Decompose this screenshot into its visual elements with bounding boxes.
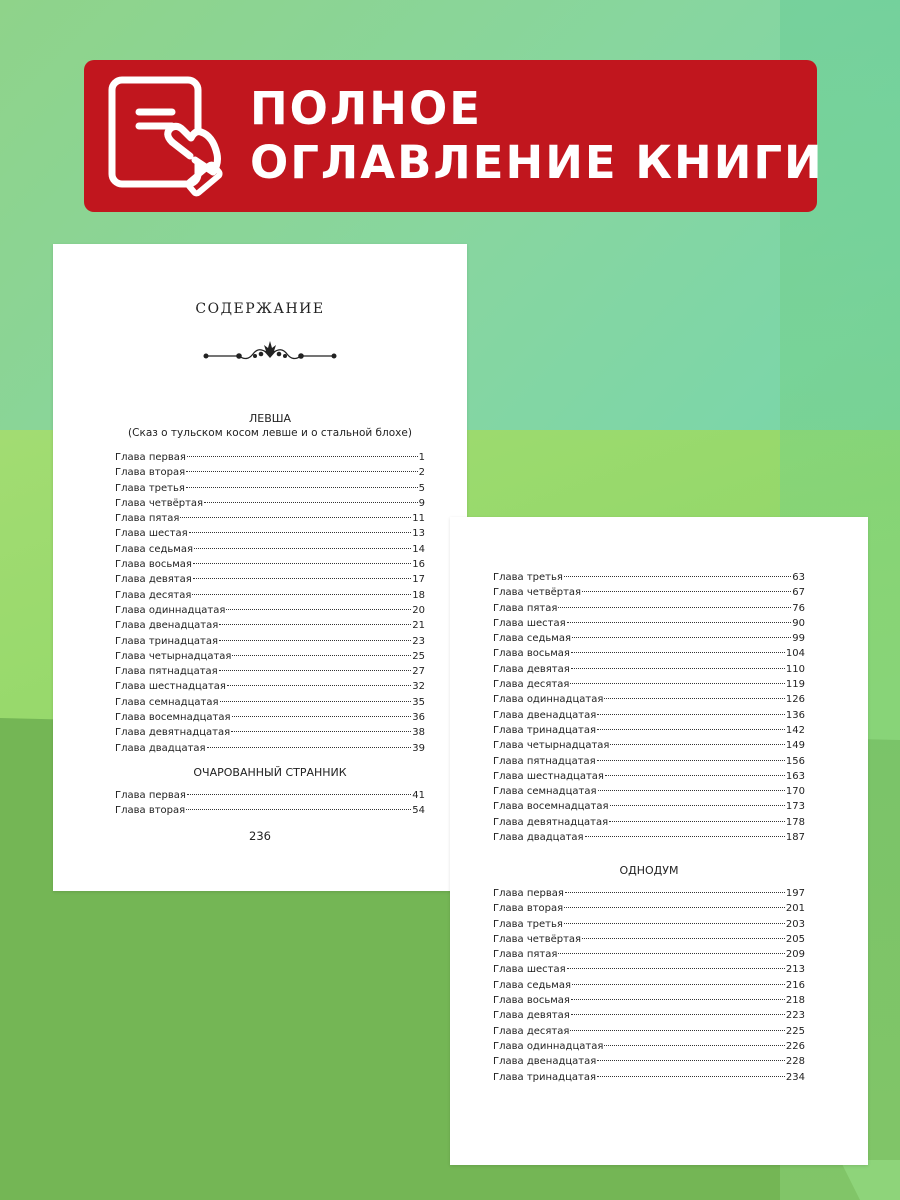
toc-entry[interactable]: Глава девятнадцатая 38: [115, 727, 425, 739]
toc-entry[interactable]: Глава одиннадцатая 20: [115, 604, 425, 616]
dot-leader: [219, 640, 411, 641]
dot-leader: [605, 775, 785, 776]
flourish-ornament-icon: [203, 340, 337, 366]
toc-entry[interactable]: Глава тринадцатая 234: [493, 1071, 805, 1083]
dot-leader: [187, 456, 418, 457]
dot-leader: [227, 685, 411, 686]
toc-entry[interactable]: Глава шестая 13: [115, 528, 425, 540]
dot-leader: [558, 953, 785, 954]
dot-leader: [564, 907, 785, 908]
section-subtitle: (Сказ о тульском косом левше и о стальной блохе): [128, 427, 412, 439]
dot-leader: [572, 984, 785, 985]
toc-entry[interactable]: Глава четвёртая 9: [115, 497, 425, 509]
toc-entry[interactable]: Глава девятая 17: [115, 574, 425, 586]
toc-entry[interactable]: Глава двенадцатая 21: [115, 620, 425, 632]
toc-entry[interactable]: Глава вторая 54: [115, 805, 425, 817]
toc-entry[interactable]: Глава седьмая 99: [493, 633, 805, 645]
toc-entry[interactable]: Глава девятая 223: [493, 1010, 805, 1022]
dot-leader: [192, 594, 411, 595]
dot-leader: [609, 821, 785, 822]
banner-title-line1: ПОЛНОЕ: [250, 82, 482, 135]
dot-leader: [571, 999, 785, 1000]
toc-entry[interactable]: Глава восьмая 16: [115, 559, 425, 571]
dot-leader: [193, 578, 412, 579]
toc-entry[interactable]: Глава первая 197: [493, 888, 805, 899]
toc-entry[interactable]: Глава восьмая 218: [493, 995, 805, 1007]
section-title: ЛЕВША: [248, 412, 292, 425]
toc-entry[interactable]: Глава шестая 90: [493, 617, 805, 629]
toc-entry[interactable]: Глава вторая 201: [493, 903, 805, 915]
dot-leader: [570, 1030, 785, 1031]
dot-leader: [604, 698, 785, 699]
dot-leader: [582, 591, 791, 592]
dot-leader: [598, 790, 785, 791]
toc-entry[interactable]: Глава двадцатая 187: [493, 832, 805, 844]
toc-list: [493, 886, 805, 1085]
toc-entry[interactable]: Глава восьмая 104: [493, 648, 805, 660]
section-title: ОДНОДУМ: [619, 864, 679, 877]
toc-heading: СОДЕРЖАНИЕ: [195, 301, 325, 317]
toc-list: [493, 570, 805, 845]
dot-leader: [565, 892, 785, 893]
dot-leader: [207, 747, 412, 748]
dot-leader: [180, 517, 411, 518]
dot-leader: [597, 1060, 785, 1061]
toc-entry[interactable]: Глава семнадцатая 35: [115, 696, 425, 708]
toc-entry[interactable]: Глава двенадцатая 228: [493, 1056, 805, 1068]
toc-entry[interactable]: Глава третья 203: [493, 918, 805, 930]
toc-entry[interactable]: Глава восемнадцатая 173: [493, 801, 805, 813]
title-banner: [84, 60, 824, 212]
dot-leader: [604, 1045, 785, 1046]
toc-page-right: [450, 517, 868, 1165]
dot-leader: [610, 744, 784, 745]
toc-entry[interactable]: Глава семнадцатая 170: [493, 786, 805, 798]
toc-page-left: [53, 244, 467, 891]
dot-leader: [571, 1014, 785, 1015]
banner-title-line2: ОГЛАВЛЕНИЕ КНИГИ: [250, 136, 824, 189]
dot-leader: [597, 1076, 785, 1077]
dot-leader: [219, 624, 411, 625]
dot-leader: [231, 731, 411, 732]
section-title: ОЧАРОВАННЫЙ СТРАННИК: [193, 766, 347, 779]
dot-leader: [572, 637, 791, 638]
toc-entry[interactable]: Глава четырнадцатая 25: [115, 650, 425, 662]
dot-leader: [220, 701, 412, 702]
banner-title: [250, 82, 824, 190]
dot-leader: [571, 668, 785, 669]
toc-entry[interactable]: Глава двадцатая 39: [115, 742, 425, 754]
toc-entry[interactable]: Глава десятая 119: [493, 679, 805, 691]
toc-entry[interactable]: Глава четвёртая 205: [493, 933, 805, 945]
toc-entry[interactable]: Глава седьмая 216: [493, 979, 805, 991]
page-number: 236: [249, 829, 271, 843]
dot-leader: [189, 532, 412, 533]
dot-leader: [597, 760, 785, 761]
toc-entry[interactable]: Глава третья 5: [115, 482, 425, 494]
toc-entry[interactable]: Глава шестнадцатая 32: [115, 681, 425, 693]
dot-leader: [187, 794, 411, 795]
document-in-hand-icon: [102, 74, 227, 199]
toc-entry[interactable]: Глава четвёртая 67: [493, 587, 805, 599]
dot-leader: [219, 670, 412, 671]
dot-leader: [558, 607, 791, 608]
toc-entry[interactable]: Глава девятая 110: [493, 663, 805, 675]
dot-leader: [186, 487, 418, 488]
toc-entry[interactable]: Глава одиннадцатая 226: [493, 1040, 805, 1052]
dot-leader: [570, 683, 785, 684]
toc-entry[interactable]: Глава десятая 18: [115, 589, 425, 601]
toc-entry[interactable]: Глава пятая 76: [493, 602, 805, 614]
dot-leader: [571, 652, 785, 653]
toc-entry[interactable]: Глава двенадцатая 136: [493, 709, 805, 721]
section-levsha: [115, 412, 425, 756]
dot-leader: [186, 809, 411, 810]
dot-leader: [597, 714, 785, 715]
toc-entry[interactable]: Глава пятая 11: [115, 513, 425, 525]
toc-entry[interactable]: Глава пятнадцатая 156: [493, 755, 805, 767]
section-odnodum: [493, 864, 805, 1085]
toc-list: [115, 788, 425, 819]
toc-entry[interactable]: Глава четырнадцатая 149: [493, 740, 805, 752]
dot-leader: [610, 805, 785, 806]
section-ocharovannyi-strannik: [115, 766, 425, 819]
toc-entry[interactable]: Глава пятая 209: [493, 949, 805, 961]
toc-entry[interactable]: Глава девятнадцатая 178: [493, 816, 805, 828]
toc-entry[interactable]: Глава пятнадцатая 27: [115, 666, 425, 678]
toc-entry[interactable]: Глава тринадцатая 23: [115, 635, 425, 647]
dot-leader: [567, 968, 785, 969]
toc-entry[interactable]: Глава десятая 225: [493, 1025, 805, 1037]
dot-leader: [597, 729, 785, 730]
dot-leader: [194, 548, 411, 549]
dot-leader: [582, 938, 785, 939]
toc-entry[interactable]: Глава первая 41: [115, 790, 425, 801]
toc-entry[interactable]: Глава первая 1: [115, 452, 425, 463]
dot-leader: [204, 502, 418, 503]
dot-leader: [564, 576, 791, 577]
dot-leader: [186, 471, 417, 472]
dot-leader: [232, 716, 412, 717]
toc-entry[interactable]: Глава одиннадцатая 126: [493, 694, 805, 706]
toc-entry[interactable]: Глава седьмая 14: [115, 543, 425, 555]
dot-leader: [564, 923, 785, 924]
toc-entry[interactable]: Глава тринадцатая 142: [493, 724, 805, 736]
toc-entry[interactable]: Глава шестая 213: [493, 964, 805, 976]
dot-leader: [226, 609, 411, 610]
toc-list: [115, 450, 425, 756]
toc-entry[interactable]: Глава восемнадцатая 36: [115, 712, 425, 724]
section-strannik-continued: [493, 570, 805, 845]
dot-leader: [232, 655, 411, 656]
dot-leader: [585, 836, 785, 837]
toc-entry[interactable]: Глава шестнадцатая 163: [493, 770, 805, 782]
dot-leader: [193, 563, 411, 564]
toc-entry[interactable]: Глава вторая 2: [115, 467, 425, 479]
dot-leader: [567, 622, 792, 623]
toc-entry[interactable]: Глава третья 63: [493, 572, 805, 583]
